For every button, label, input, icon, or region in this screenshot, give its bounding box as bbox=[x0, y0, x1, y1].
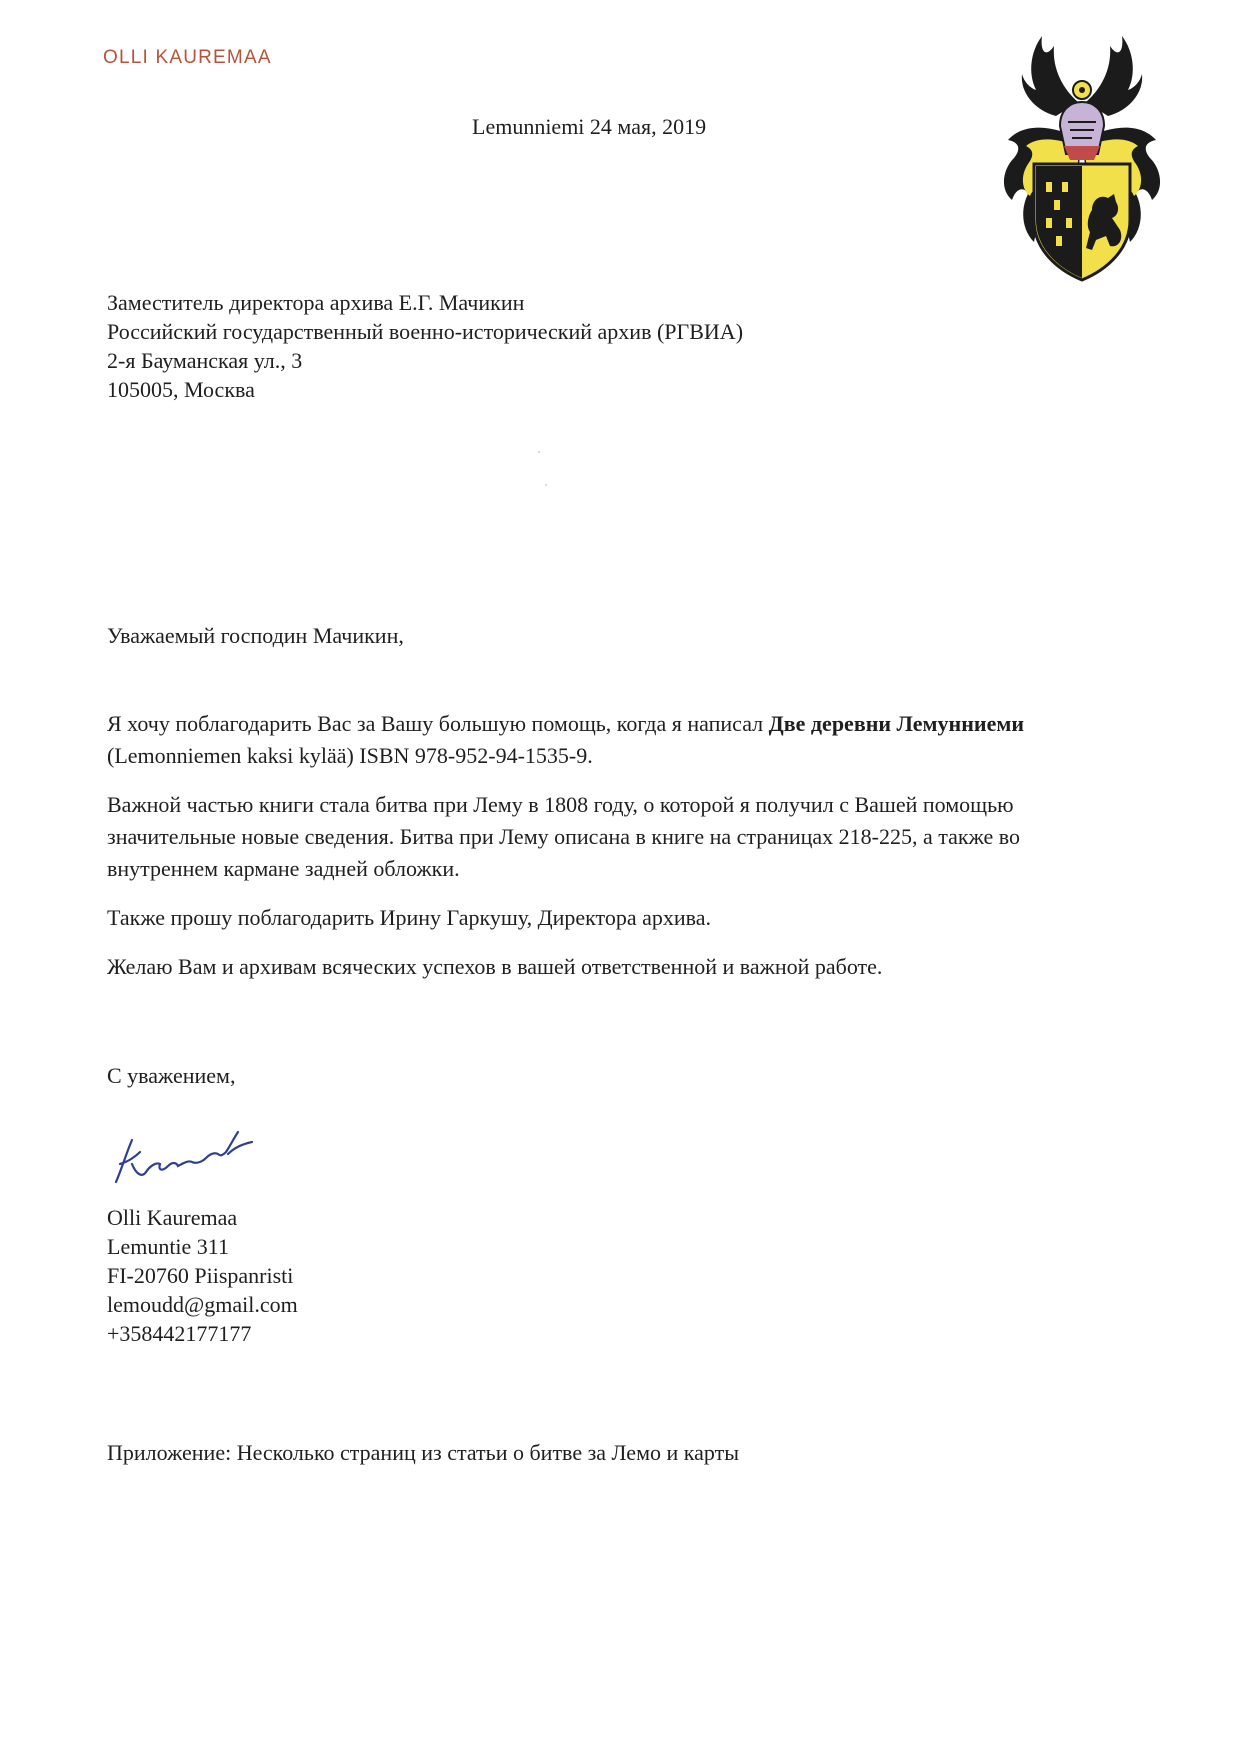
sender-phone: +358442177177 bbox=[107, 1321, 252, 1346]
eagle-wing-left bbox=[1022, 36, 1078, 116]
recipient-address bbox=[107, 288, 743, 404]
body-text: Я хочу поблагодарить Вас за Вашу большую помощь, когда я написал bbox=[107, 711, 769, 736]
recipient-line: 2-я Бауманская ул., 3 bbox=[107, 348, 303, 373]
body-paragraph bbox=[107, 708, 1107, 772]
sender-postal: FI-20760 Piispanristi bbox=[107, 1263, 294, 1288]
body-paragraph: Также прошу поблагодарить Ирину Гаркушу, Директора архива. bbox=[107, 905, 712, 930]
recipient-line: Российский государственный военно-исторический архив (РГВИА) bbox=[107, 319, 744, 344]
letter-body bbox=[107, 708, 1107, 1000]
body-paragraph: Важной частью книги стала битва при Лему в 1808 году, о которой я получил с Вашей помощью значительные новые сведения. Битва при Лему описана в книге на страницах 218-225, а также во внутреннем кармане задней обложки. bbox=[107, 792, 1020, 881]
sender-name: Olli Kauremaa bbox=[107, 1205, 238, 1230]
helmet-lining bbox=[1064, 146, 1100, 160]
coat-of-arms-icon bbox=[994, 30, 1168, 288]
body-text: (Lemonniemen kaksi kylää) ISBN 978-952-94-1535-9. bbox=[107, 743, 593, 768]
salutation: Уважаемый господин Мачикин, bbox=[107, 623, 404, 648]
recipient-line: 105005, Москва bbox=[107, 377, 255, 402]
handwritten-signature bbox=[110, 1122, 270, 1192]
recipient-line: Заместитель директора архива Е.Г. Мачикин bbox=[107, 290, 525, 315]
sender-block bbox=[107, 1203, 298, 1348]
sender-street: Lemuntie 311 bbox=[107, 1234, 229, 1259]
sender-email: lemoudd@gmail.com bbox=[107, 1292, 298, 1317]
attachment-note: Приложение: Несколько страниц из статьи о битве за Лемо и карты bbox=[107, 1440, 739, 1465]
date-line: Lemunniemi 24 мая, 2019 bbox=[472, 114, 707, 139]
shield-left-half bbox=[1036, 166, 1082, 278]
eagle-wing-right bbox=[1086, 36, 1142, 116]
scan-speck bbox=[545, 484, 547, 486]
closing: С уважением, bbox=[107, 1063, 236, 1088]
letterhead-name: OLLI KAUREMAA bbox=[103, 47, 272, 68]
scan-speck bbox=[538, 451, 540, 453]
book-title: Две деревни Лемунниеми bbox=[768, 711, 1024, 736]
body-paragraph: Желаю Вам и архивам всяческих успехов в вашей ответственной и важной работе. bbox=[107, 954, 883, 979]
